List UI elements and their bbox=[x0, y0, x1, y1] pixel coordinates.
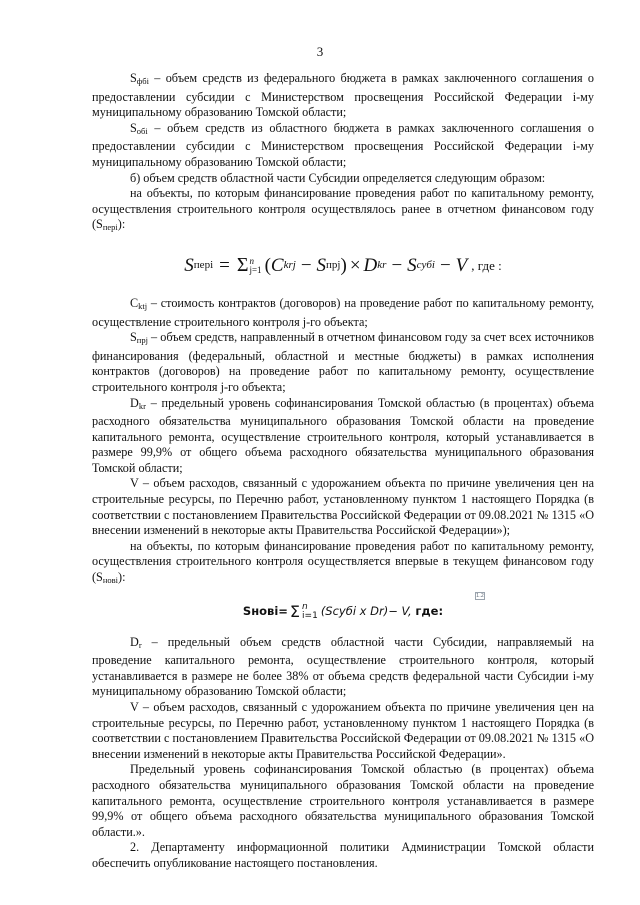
paragraph-item-2: 2. Департаменту информационной политики Администрации Томской области обеспечить опубликование настоящего постановления. bbox=[92, 840, 594, 870]
formula-speri: S перi = Σ n j=1 ( C krj − S прj ) × D kr − S субi − V , где : bbox=[184, 254, 502, 277]
paragraph-cofinancing-level: Предельный уровень софинансирования Томской областью (в процентах) объема расходного обязательства муниципального образования Томской области на проведение капитального ремонта, осуществление строительного контроля устанавливается в размере 99,9% от общего объема расходного обязательства муниципального образования Томской области.». bbox=[92, 762, 594, 839]
paragraph-cktj: $C_{ktj}$ – стоимость контрактов (договоров) на проведение работ по капитальному ремонту, осуществление строительного контроля j-го объекта; bbox=[92, 295, 595, 329]
paragraph-existing-objects: на объекты, по которым финансирование проведения работ по капитальному ремонту, осуществления строительного контроля осуществлялось ранее в отчетном финансовом году $(S_{перi})$: bbox=[92, 186, 594, 233]
paragraph-sobi: $S_{обi}$ – объем средств из областного бюджета в рамках заключенного соглашения о предоставлении субсидии с Министерством просвещения Российской Федерации i-му муниципальному образованию Томской области; bbox=[92, 120, 595, 169]
page-number: 3 bbox=[316, 44, 324, 59]
paragraph-v-2: V – объем расходов, связанный с удорожанием объекта по причине увеличения цен на строительные ресурсы, по Перечню работ, установленному пунктом 1 настоящего Порядка (в соответствии с постановлением Правительства Российской Федерации от 09.08.2021 № 1315 «О внесении изменений в некоторые акты Правительства Российской Федерации». bbox=[92, 700, 594, 761]
paragraph-b: б) объем средств областной части Субсидии определяется следующим образом: bbox=[130, 170, 546, 185]
formula-snovi: Sновi = Σ n i=1 (Scубi x Dr) − V, где: 1.2 bbox=[242, 592, 484, 621]
paragraph-v-1: V – объем расходов, связанный с удорожанием объекта по причине увеличения цен на строительные ресурсы, по Перечню работ, установленному пунктом 1 настоящего Порядка (в соответствии с постановлением Правительства Российской Федерации от 09.08.2021 № 1315 «О внесении изменений в некоторые акты Правительства Российской Федерации»); bbox=[92, 476, 594, 538]
sum-symbol: Σ bbox=[236, 254, 249, 277]
paragraph-new-objects: на объекты, по которым финансирование проведения работ по капитальному ремонту, осуществления строительного контроля осуществляется впервые в текущем финансовом году $(S_{новi})$: bbox=[92, 538, 594, 586]
paragraph-sprj: $S_{прj}$ – объем средств, направленный в отчетном финансовом году за счет всех источников финансирования (федеральный, областной и местные бюджеты) в рамках исполнения контрактов (договоров) на проведение работ по капитальному ремонту, осуществление строительного контроля j-го объекта; bbox=[92, 330, 595, 394]
paragraph-dkr: $D_{kr}$ – предельный уровень софинансирования Томской областью (в процентах) объема расходного обязательства муниципального образования Томской области на проведение капитального ремонта, осуществление строительного контроля, который устанавливается в размере 99,9% от общего объема расходного обязательства муниципального образования Томской области; bbox=[92, 395, 595, 475]
paragraph-dr: $D_r$ – предельный объем средств областной части Субсидии, направляемый на проведение капитального ремонта, осуществление строительного контроля, который устанавливается в размере не более 38% от объема средств федеральной части Субсидии i-му муниципальному образованию Томской области; bbox=[92, 634, 594, 699]
document-body bbox=[92, 71, 594, 872]
embedded-object-marker: 1.2 bbox=[476, 592, 484, 599]
sum-symbol: Σ bbox=[289, 601, 301, 621]
paragraph-sfbi: $S_{фбi}$ – объем средств из федерального бюджета в рамках заключенного соглашения о предоставлении субсидии с Министерством просвещения Российской Федерации i-му муниципальному образованию Томской области; bbox=[92, 71, 595, 120]
